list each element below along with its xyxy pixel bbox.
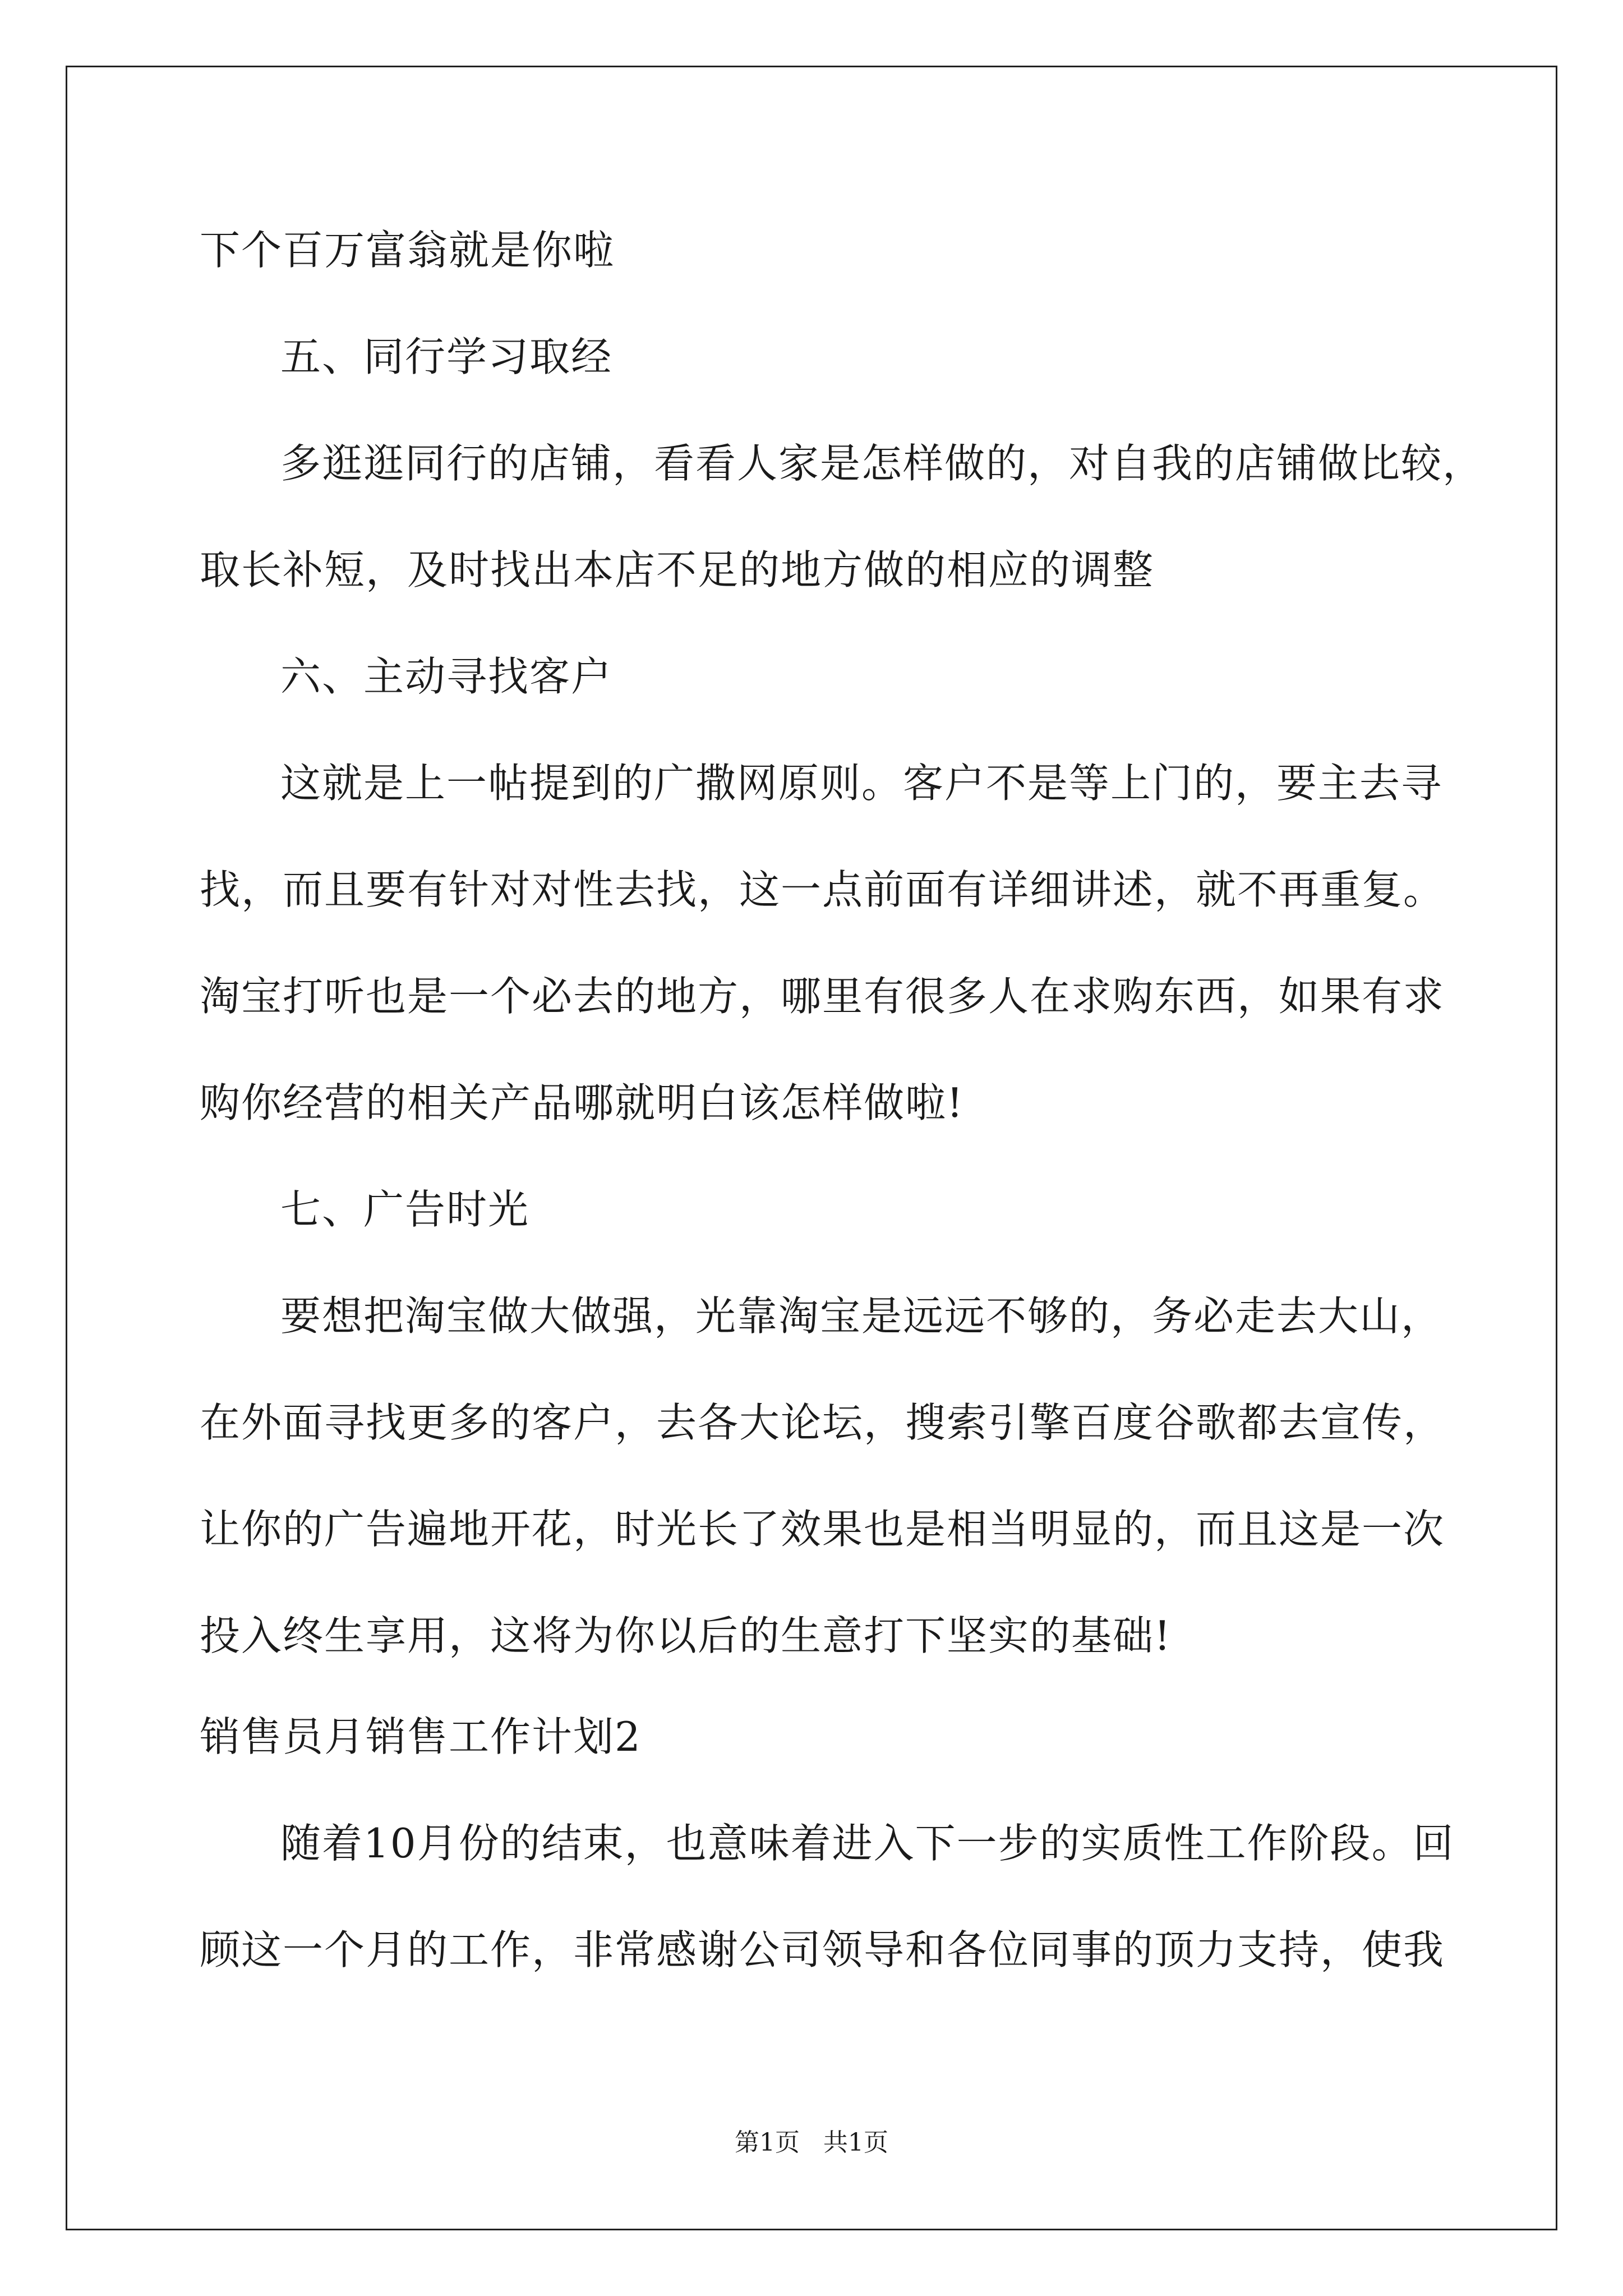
text-line-4: 取长补短，及时找出本店不足的地方做的相应的调整 <box>200 546 1155 593</box>
text-line-8: 淘宝打听也是一个必去的地方，哪里有很多人在求购东西，如果有求 <box>200 973 1445 1020</box>
text-line-16: 随着10月份的结束，也意味着进入下一步的实质性工作阶段。回 <box>280 1820 1455 1867</box>
text-line-12: 在外面寻找更多的客户，去各大论坛，搜索引擎百度谷歌都去宣传， <box>200 1399 1445 1446</box>
section-heading-6: 六、主动寻找客户 <box>280 653 613 700</box>
text-line-9: 购你经营的相关产品哪就明白该怎样做啦! <box>200 1079 964 1126</box>
text-line-3: 多逛逛同行的店铺，看看人家是怎样做的，对自我的店铺做比较， <box>280 440 1484 487</box>
text-line-13: 让你的广告遍地开花，时光长了效果也是相当明显的，而且这是一次 <box>200 1506 1445 1553</box>
text-line-1: 下个百万富翁就是你啦 <box>200 227 615 274</box>
text-line-6: 这就是上一帖提到的广撒网原则。客户不是等上门的，要主去寻 <box>280 760 1443 807</box>
text-line-17: 顾这一个月的工作，非常感谢公司领导和各位同事的顶力支持，使我 <box>200 1926 1445 1973</box>
text-line-11: 要想把淘宝做大做强，光靠淘宝是远远不够的，务必走去大山， <box>280 1292 1443 1340</box>
section-heading-7: 七、广告时光 <box>280 1186 530 1233</box>
text-line-7: 找，而且要有针对对性去找，这一点前面有详细讲述，就不再重复。 <box>200 866 1445 913</box>
section-heading-5: 五、同行学习取经 <box>280 333 613 380</box>
page-footer: 第1页 共1页 <box>735 2128 888 2157</box>
document-title: 销售员月销售工作计划2 <box>200 1713 642 1760</box>
text-line-14: 投入终生享用，这将为你以后的生意打下坚实的基础! <box>200 1612 1172 1659</box>
page-border <box>66 66 1557 2230</box>
